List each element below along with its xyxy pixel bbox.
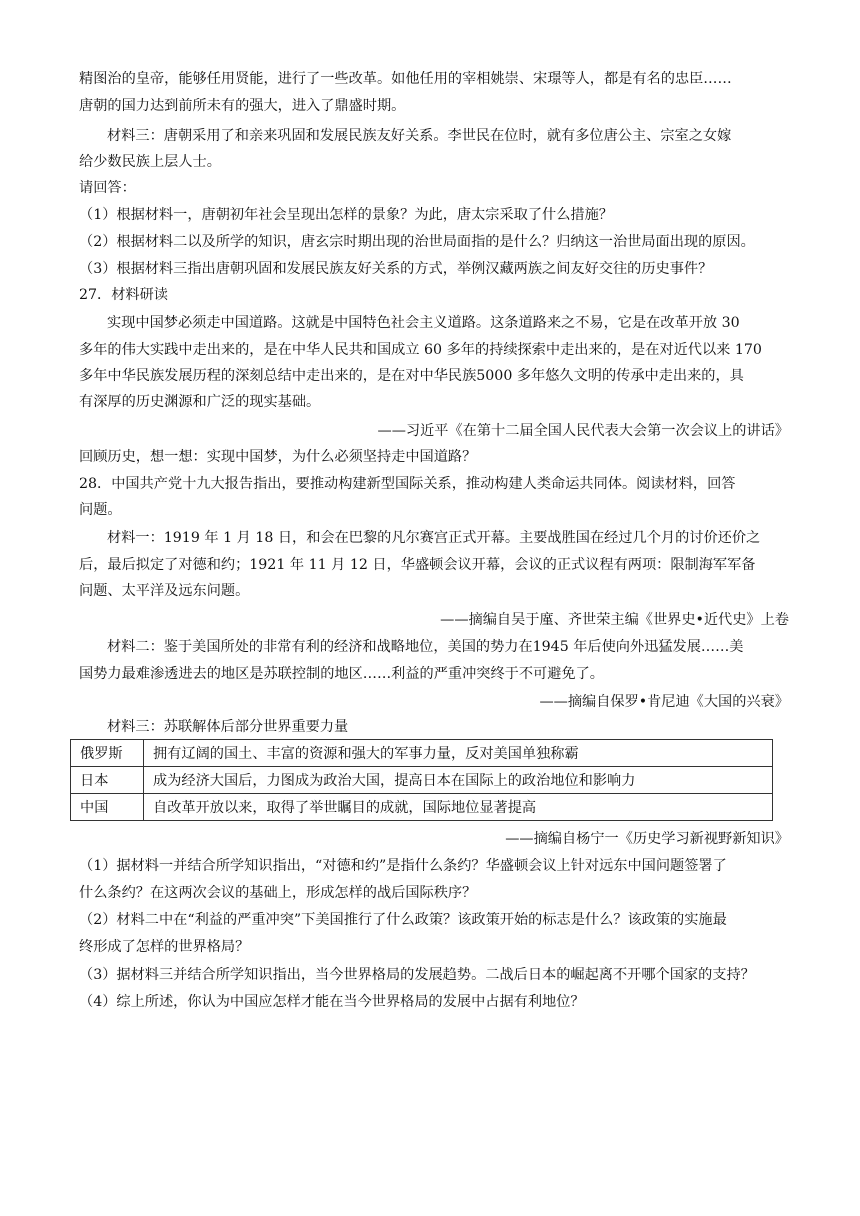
question-26-1: （1）根据材料一，唐朝初年社会呈现出怎样的景象？为此，唐太宗采取了什么措施？ bbox=[79, 207, 613, 223]
table-cell-country: 俄罗斯 bbox=[71, 740, 144, 767]
text-line: 国势力最难渗透进去的地区是苏联控制的地区……利益的严重冲突终于不可避免了。 bbox=[79, 666, 604, 682]
question-28-4: （4）综上所述，你认为中国应怎样才能在当今世界格局的发展中占据有利地位？ bbox=[79, 994, 585, 1010]
question-28-3: （3）据材料三并结合所学知识指出，当今世界格局的发展趋势。二战后日本的崛起离不开哪个国家的支持？ bbox=[79, 967, 755, 983]
text-line: 实现中国梦必须走中国道路。这就是中国特色社会主义道路。这条道路来之不易，它是在改革开放 30 bbox=[107, 315, 740, 331]
text-line: 有深厚的历史渊源和广泛的现实基础。 bbox=[79, 394, 321, 410]
text-line: 什么条约？在这两次会议的基础上，形成怎样的战后国际秩序？ bbox=[79, 885, 477, 901]
question-27-prompt: 回顾历史，想一想：实现中国梦，为什么必须坚持走中国道路？ bbox=[79, 449, 477, 465]
text-line: 给少数民族上层人士。 bbox=[79, 154, 221, 170]
text-line: 终形成了怎样的世界格局？ bbox=[79, 939, 250, 955]
table-cell-description: 拥有辽阔的国土、丰富的资源和强大的军事力量，反对美国单独称霸 bbox=[144, 740, 773, 767]
source-citation: ——摘编自吴于廑、齐世荣主编《世界史•近代史》上卷 bbox=[440, 612, 789, 628]
table-cell-country: 中国 bbox=[71, 794, 144, 821]
source-citation: ——习近平《在第十二届全国人民代表大会第一次会议上的讲话》 bbox=[377, 423, 789, 439]
question-26-2: （2）根据材料二以及所学的知识，唐玄宗时期出现的治世局面指的是什么？归纳这一治世局面出现的原因。 bbox=[79, 234, 755, 250]
text-line: 多年的伟大实践中走出来的，是在中华人民共和国成立 60 多年的持续探索中走出来的，是在对近代以来 170 bbox=[79, 342, 762, 358]
table-cell-country: 日本 bbox=[71, 767, 144, 794]
question-28-title: 28．中国共产党十九大报告指出，要推动构建新型国际关系，推动构建人类命运共同体。阅读材料，回答 bbox=[79, 476, 736, 492]
world-powers-table bbox=[70, 739, 773, 821]
text-line: 问题、太平洋及远东问题。 bbox=[79, 583, 250, 599]
question-26-3: （3）根据材料三指出唐朝巩固和发展民族友好关系的方式，举例汉藏两族之间友好交往的历史事件？ bbox=[79, 261, 713, 277]
text-line: 问题。 bbox=[79, 502, 122, 518]
table-row bbox=[71, 767, 773, 794]
material-two-text: 材料二：鉴于美国所处的非常有利的经济和战略地位，美国的势力在1945 年后使向外迅猛发展……美 bbox=[107, 639, 744, 655]
table-row bbox=[71, 740, 773, 767]
question-28-1: （1）据材料一并结合所学知识指出，“对德和约”是指什么条约？华盛顿会议上针对远东中国问题签署了 bbox=[79, 858, 727, 874]
material-one-text: 材料一：1919 年 1 月 18 日，和会在巴黎的凡尔赛宫正式开幕。主要战胜国在经过几个月的讨价还价之 bbox=[107, 530, 761, 546]
question-27-title: 27．材料研读 bbox=[79, 287, 168, 303]
table-row bbox=[71, 794, 773, 821]
material-three-text: 材料三：唐朝采用了和亲来巩固和发展民族友好关系。李世民在位时，就有多位唐公主、宗室之女嫁 bbox=[107, 128, 732, 144]
text-line: 精图治的皇帝，能够任用贤能，进行了一些改革。如他任用的宰相姚崇、宋璟等人，都是有名的忠臣…… bbox=[79, 71, 732, 87]
text-line: 唐朝的国力达到前所未有的强大，进入了鼎盛时期。 bbox=[79, 98, 406, 114]
text-line: 多年中华民族发展历程的深刻总结中走出来的，是在对中华民族5000 多年悠久文明的传承中走出来的，具 bbox=[79, 368, 744, 384]
material-three-caption: 材料三：苏联解体后部分世界重要力量 bbox=[107, 719, 349, 735]
question-28-2: （2）材料二中在“利益的严重冲突”下美国推行了什么政策？该政策开始的标志是什么？该政策的实施最 bbox=[79, 912, 727, 928]
source-citation: ——摘编自保罗•肯尼迪《大国的兴衰》 bbox=[539, 694, 789, 710]
table-cell-description: 自改革开放以来，取得了举世瞩目的成就，国际地位显著提高 bbox=[144, 794, 773, 821]
table-cell-description: 成为经济大国后，力图成为政治大国，提高日本在国际上的政治地位和影响力 bbox=[144, 767, 773, 794]
question-prompt: 请回答： bbox=[79, 180, 136, 196]
text-line: 后，最后拟定了对德和约；1921 年 11 月 12 日，华盛顿会议开幕，会议的正式议程有两项：限制海军军备 bbox=[79, 557, 756, 573]
source-citation: ——摘编自杨宁一《历史学习新视野新知识》 bbox=[505, 831, 789, 847]
